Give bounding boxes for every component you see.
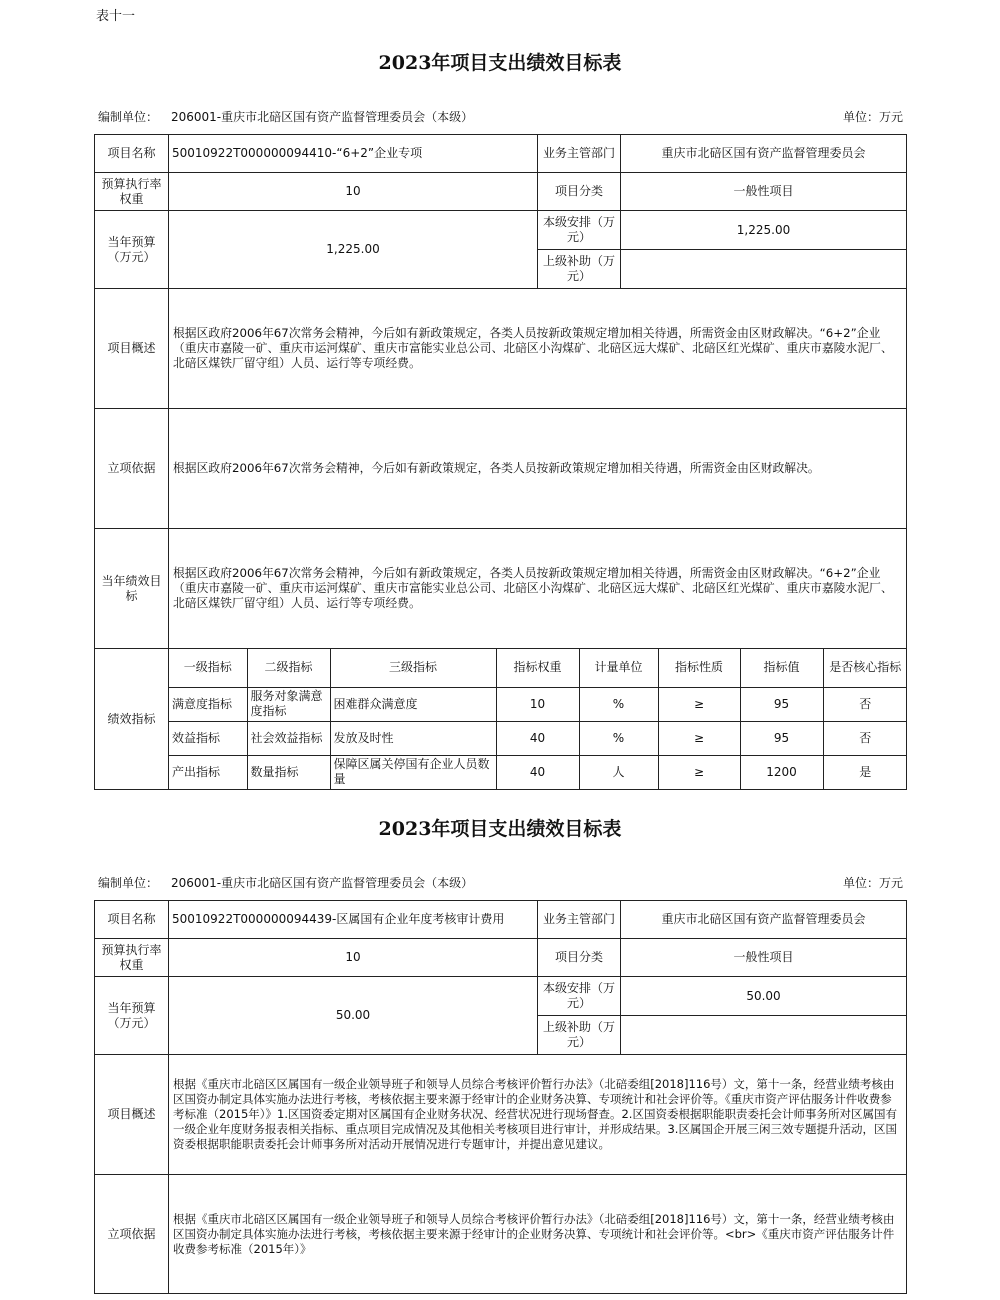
indicator-cell: ≥ <box>658 755 740 789</box>
summary-label: 项目概述 <box>95 289 169 409</box>
upper-value <box>621 1016 907 1055</box>
indicator-header: 三级指标 <box>330 649 496 687</box>
basis-label: 立项依据 <box>95 409 169 529</box>
corner-label: 表十一 <box>96 9 136 24</box>
summary-text: 根据《重庆市北碚区区属国有一级企业领导班子和领导人员综合考核评价暂行办法》（北碚委组[2018]116号）文，第十一条，经营业绩考核由区国资办制定具体实施办法进行考核，考核依据主要来源于经审计的企业财务决算、专项统计和社会评价等。《重庆市资产评估服务计件收费参考标准（2015年）》1.区国资委定期对区属国有企业财务状况、经营状况进行现场督查。2.区国资委根据职能职责委托会计师事务所对区属国有一级企业年度财务报表相关指标、重点项目完成情况及其他相关考核项目进行审计，并形成结果。3.区属国企开展三闲三效专题提升活动，区国资委根据职能职责委托会计师事务所对活动开展情况进行专题审计，并提出意见建议。 <box>169 1055 907 1175</box>
indicator-header: 指标权重 <box>496 649 579 687</box>
indicator-cell: 保障区属关停国有企业人员数量 <box>330 755 496 789</box>
goal-label: 当年绩效目标 <box>95 529 169 649</box>
goal-text: 根据区政府2006年67次常务会精神，今后如有新政策规定，各类人员按新政策规定增加相关待遇，所需资金由区财政解决。“6+2”企业（重庆市嘉陵一矿、重庆市运河煤矿、重庆市富能实业总公司、北碚区小沟煤矿、北碚区远大煤矿、北碚区红光煤矿、重庆市嘉陵水泥厂、北碚区煤铁厂留守组）人员、运行等专项经费。 <box>169 529 907 649</box>
indicator-cell: 40 <box>496 721 579 755</box>
indicator-cell: 发放及时性 <box>330 721 496 755</box>
weight-value: 10 <box>169 173 538 211</box>
indicator-cell: 是 <box>823 755 907 789</box>
indicator-cell: 95 <box>740 687 823 721</box>
budget-label: 当年预算（万元） <box>95 211 169 289</box>
project-name-value: 50010922T000000094439-区属国有企业年度考核审计费用 <box>169 901 538 939</box>
local-value: 1,225.00 <box>621 211 907 250</box>
indicator-header: 是否核心指标 <box>823 649 907 687</box>
unit-label: 单位：万元 <box>842 876 903 890</box>
indicator-cell: 1200 <box>740 755 823 789</box>
compile-unit: 206001-重庆市北碚区国有资产监督管理委员会（本级） <box>171 876 474 890</box>
indicator-header: 二级指标 <box>247 649 330 687</box>
indicator-header: 计量单位 <box>579 649 658 687</box>
local-value: 50.00 <box>621 977 907 1016</box>
page-title: 2023年项目支出绩效目标表 <box>378 52 622 74</box>
page-title: 2023年项目支出绩效目标表 <box>378 818 622 840</box>
basis-label: 立项依据 <box>95 1175 169 1294</box>
indicator-header: 指标性质 <box>658 649 740 687</box>
project-name-value: 50010922T000000094410-“6+2”企业专项 <box>169 135 538 173</box>
basis-text: 根据《重庆市北碚区区属国有一级企业领导班子和领导人员综合考核评价暂行办法》（北碚委组[2018]116号）文，第十一条，经营业绩考核由区国资办制定具体实施办法进行考核，考核依据主要来源于经审计的企业财务决算、专项统计和社会评价等。<br>《重庆市资产评估服务计件收费参考标准（2015年）》 <box>169 1175 907 1294</box>
upper-value <box>621 250 907 289</box>
indicator-cell: 人 <box>579 755 658 789</box>
indicator-cell: ≥ <box>658 721 740 755</box>
local-label: 本级安排（万元） <box>538 211 621 250</box>
project-name-label: 项目名称 <box>95 901 169 939</box>
indicators-cell <box>169 649 907 790</box>
budget-value: 50.00 <box>169 977 538 1055</box>
indicator-cell: 产出指标 <box>169 755 247 789</box>
performance-table-2 <box>94 900 907 1294</box>
compile-label: 编制单位： <box>98 876 159 890</box>
summary-text: 根据区政府2006年67次常务会精神，今后如有新政策规定，各类人员按新政策规定增加相关待遇，所需资金由区财政解决。“6+2”企业（重庆市嘉陵一矿、重庆市运河煤矿、重庆市富能实业总公司、北碚区小沟煤矿、北碚区远大煤矿、北碚区红光煤矿、重庆市嘉陵水泥厂、北碚区煤铁厂留守组）人员、运行等专项经费。 <box>169 289 907 409</box>
budget-value: 1,225.00 <box>169 211 538 289</box>
indicator-cell: % <box>579 721 658 755</box>
unit-label: 单位：万元 <box>842 110 903 124</box>
indicator-cell: 服务对象满意度指标 <box>247 687 330 721</box>
upper-label: 上级补助（万元） <box>538 250 621 289</box>
compile-label: 编制单位： <box>98 110 159 124</box>
indicator-cell: ≥ <box>658 687 740 721</box>
indicator-cell: 效益指标 <box>169 721 247 755</box>
weight-label: 预算执行率权重 <box>95 173 169 211</box>
indicator-cell: 困难群众满意度 <box>330 687 496 721</box>
indicator-cell: 数量指标 <box>247 755 330 789</box>
dept-label: 业务主管部门 <box>538 901 621 939</box>
local-label: 本级安排（万元） <box>538 977 621 1016</box>
indicators-table <box>169 649 907 789</box>
project-name-label: 项目名称 <box>95 135 169 173</box>
weight-label: 预算执行率权重 <box>95 939 169 977</box>
upper-label: 上级补助（万元） <box>538 1016 621 1055</box>
weight-value: 10 <box>169 939 538 977</box>
indicator-cell: 否 <box>823 687 907 721</box>
indicator-cell: 40 <box>496 755 579 789</box>
indicators-label: 绩效指标 <box>95 649 169 790</box>
indicator-cell: 满意度指标 <box>169 687 247 721</box>
category-label: 项目分类 <box>538 939 621 977</box>
basis-text: 根据区政府2006年67次常务会精神，今后如有新政策规定，各类人员按新政策规定增加相关待遇，所需资金由区财政解决。 <box>169 409 907 529</box>
performance-table-1 <box>94 134 907 790</box>
indicator-header: 指标值 <box>740 649 823 687</box>
dept-value: 重庆市北碚区国有资产监督管理委员会 <box>621 135 907 173</box>
dept-value: 重庆市北碚区国有资产监督管理委员会 <box>621 901 907 939</box>
budget-label: 当年预算（万元） <box>95 977 169 1055</box>
summary-label: 项目概述 <box>95 1055 169 1175</box>
indicator-cell: % <box>579 687 658 721</box>
indicator-cell: 社会效益指标 <box>247 721 330 755</box>
indicator-cell: 否 <box>823 721 907 755</box>
category-label: 项目分类 <box>538 173 621 211</box>
category-value: 一般性项目 <box>621 173 907 211</box>
dept-label: 业务主管部门 <box>538 135 621 173</box>
indicator-cell: 95 <box>740 721 823 755</box>
compile-unit: 206001-重庆市北碚区国有资产监督管理委员会（本级） <box>171 110 474 124</box>
indicator-cell: 10 <box>496 687 579 721</box>
category-value: 一般性项目 <box>621 939 907 977</box>
indicator-header: 一级指标 <box>169 649 247 687</box>
